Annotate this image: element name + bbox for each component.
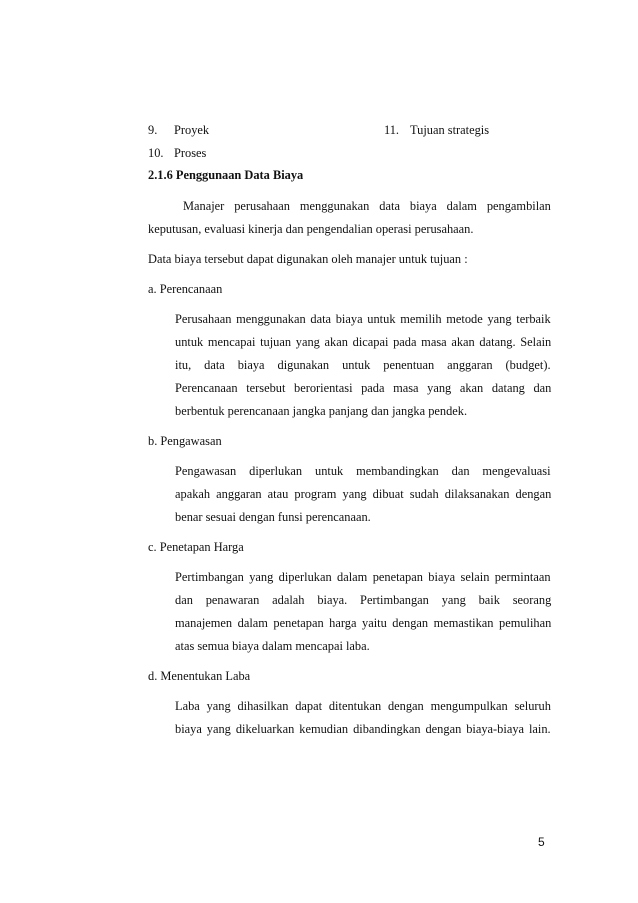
list-number: 11. [384, 123, 400, 137]
item-a-title: a. Perencanaan [148, 282, 223, 296]
list-item-9 [148, 123, 209, 138]
list-number: 9. [148, 123, 158, 137]
item-b-line: Pengawasan diperlukan untuk membandingkan dan mengevaluasi [175, 464, 551, 478]
intro-line-1: Manajer perusahaan menggunakan data biaya dalam pengambilan [183, 199, 551, 213]
item-b-line: apakah anggaran atau program yang dibuat sudah dilaksanakan dengan [175, 487, 552, 501]
item-a-line: Perencanaan tersebut berorientasi pada masa yang akan datang dan [175, 381, 552, 395]
list-text: Tujuan strategis [410, 123, 490, 137]
item-c-title: c. Penetapan Harga [148, 540, 244, 554]
item-c-line: atas semua biaya dalam mencapai laba. [175, 639, 370, 653]
intro-line-2: keputusan, evaluasi kinerja dan pengendalian operasi perusahaan. [148, 222, 474, 236]
item-d-line: biaya yang dikeluarkan kemudian dibandingkan dengan biaya-biaya lain. [175, 722, 551, 736]
item-c-line: manajemen dalam penetapan harga yaitu dengan memastikan pemulihan [175, 616, 552, 630]
item-d-title: d. Menentukan Laba [148, 669, 251, 683]
item-c-line: Pertimbangan yang diperlukan dalam penetapan biaya selain permintaan [175, 570, 551, 584]
list-number: 10. [148, 146, 164, 160]
item-a-line: Perusahaan menggunakan data biaya untuk memilih metode yang terbaik [175, 312, 551, 326]
item-a-line: untuk mencapai tujuan yang akan dicapai pada masa akan datang. Selain [175, 335, 552, 349]
item-a-line: berbentuk perencanaan jangka panjang dan jangka pendek. [175, 404, 468, 418]
item-d-line: Laba yang dihasilkan dapat ditentukan dengan mengumpulkan seluruh [175, 699, 551, 713]
section-heading: 2.1.6 Penggunaan Data Biaya [148, 168, 304, 182]
purpose-line: Data biaya tersebut dapat digunakan oleh manajer untuk tujuan : [148, 252, 468, 266]
item-a-line: itu, data biaya digunakan untuk penentuan anggaran (budget). [175, 358, 551, 372]
list-text: Proyek [174, 123, 210, 137]
list-text: Proses [174, 146, 207, 160]
list-item-11 [384, 123, 489, 138]
list-item-10 [148, 146, 206, 161]
item-b-line: benar sesuai dengan funsi perencanaan. [175, 510, 371, 524]
item-b-title: b. Pengawasan [148, 434, 222, 448]
item-c-line: dan penawaran adalah biaya. Pertimbangan yang baik seorang [175, 593, 552, 607]
page-number: 5 [538, 835, 545, 849]
